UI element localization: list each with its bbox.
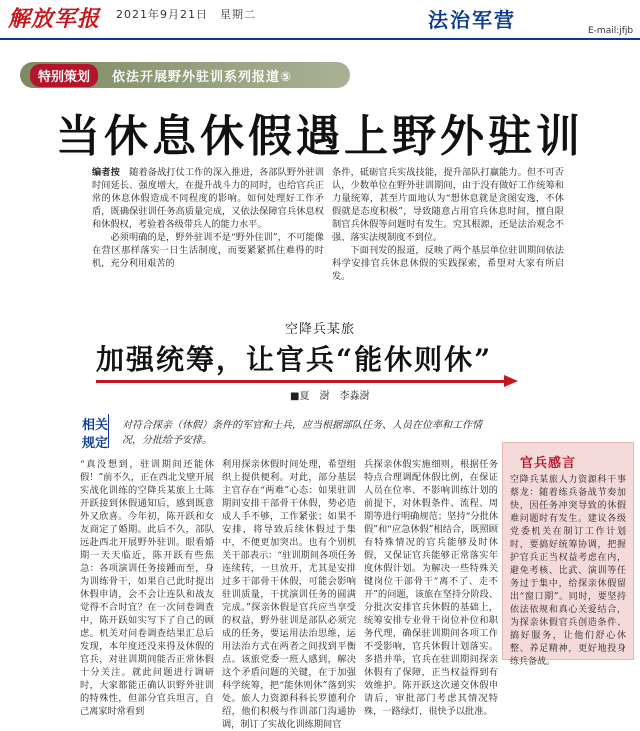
- article-byline: ■夏 澍 李淼澍: [290, 391, 370, 402]
- article-kicker: 空降兵某旅: [284, 322, 355, 337]
- intro-column-2: [332, 166, 564, 283]
- arrow-icon: [504, 375, 518, 387]
- related-label-2: 规定: [82, 436, 109, 451]
- editor-note-text-3: 条件，砥砺官兵实战技能，提升部队打赢能力。但不可否认，少数单位在野外驻训期间，由于没有做好工作统筹和力量统筹，甚至片面地认为“想休息就是贪图安逸，不休假就是态度积极”，导致随意占用官兵休息时间，擅自限制官兵休假等问题时有发生。究其根源，还是法治观念不强、落实法规制度不到位。: [332, 167, 564, 243]
- series-title: 依法开展野外驻训系列报道⑤: [112, 70, 293, 85]
- section-email: E-mail:jfjb: [588, 26, 634, 36]
- masthead: [0, 0, 640, 40]
- issue-date: 2021年9月21日 星期二: [116, 8, 256, 21]
- editor-note-label: 编者按: [92, 167, 120, 178]
- related-divider: [108, 414, 109, 448]
- article-column-3: 兵探亲休假实施细则，根据任务特点合理调配休假比例，在保证人员在位率、不影响训练计划的前提下，对休假条件、流程、周期等进行明确规范；坚持“分批休假”和“应急休假”相结合，既照顾有特殊情况的官兵能够及时休假，又保证官兵能够正常落实年度休假计划。为解决一些特殊关键岗位干部骨干“离不了、走不开”的问题，该旅在坚持分阶段、分批次安排官兵休假的基础上，统筹安排专业骨干岗位补位和职务代理，确保驻训期间各项工作不受影响，官兵休假计划落实。多措并举，官兵在驻训期间探亲休假有了保障，正当权益得到有效维护。陈开跃这次递交休假申请后，审批部门考虑其情况特殊，一路绿灯，很快予以批准。: [364, 459, 498, 717]
- article-column-2: 利用探亲休假时间处理，希望组织上提供便利。对此，部分基层主官存在“两难”心态：如果驻训期间安排干部骨干休假，势必造成人手不够，工作紧张；如果不安排，将导致后续休假过于集中，不便更加突出。也有个别机关干部表示：“驻训期间各项任务连续转，一旦放开，尤其是安排过多干部骨干休假，可能会影响驻训质量，干扰演训任务的圆满完成。”探亲休假是官兵应当享受的权益，野外驻训是部队必须完成的任务，要运用法治思维，运用法治方式在两者之间找到平衡点。该旅党委一班人感到，解决这个矛盾问题的关键，在于加强科学统筹，把“能休则休”落到实处。旅人力资源科科长罗德利介绍，他们积极与作训部门沟通协调，制订了实战化训练期间官: [222, 459, 356, 730]
- article-title: 加强统筹，让官兵“能休则休”: [96, 343, 493, 376]
- newspaper-logo: 解放军报: [8, 6, 101, 32]
- main-headline: 当休息休假遇上野外驻训: [56, 111, 584, 162]
- sidebar-text: 空降兵某旅人力资源科干事蔡龙：随着练兵备战节奏加快，因任务冲突导致的休假难问题时有发生。建议各级党委机关在制订工作计划时，要搞好统筹协调，把握护官兵正当权益考虑在内，避免考核、比武、演训等任务过于集中，给探亲休假留出“窗口期”。同时，要坚持依法依规和真心关爱结合，为探亲休假官兵创造条件、搞好服务，让他们舒心休整、养足精神，更好地投身练兵备战。: [510, 475, 626, 667]
- article-column-1: “真没想到，驻训期间还能休假！”前不久，正在西北戈壁开展实战化训练的空降兵某旅上士陈开跃接到休假通知后，感到既意外又欣喜。今年初，陈开跃和女友商定了婚期。此后不久，部队远赴西北开展野外驻训。眼看婚期一天天临近，陈开跃有些焦急：各项演训任务接踵而至，身为训练骨干，如果自己此时提出休假申请，会不会让连队和战友觉得不合时宜？在一次问卷调查中，陈开跃如实写下了自己的顾虑。机关对问卷调查结果汇总后发现，本年度还没来得及休假的官兵，对驻训期间能否正常休假十分关注。就此问题进行调研时，大家都能正确认识野外驻训的特殊性，但部分官兵坦言，自己离家时常看到: [80, 459, 214, 717]
- related-regulation-text: 对符合探亲（休假）条件的军官和士兵，应当根据部队任务、人员在位率和工作情况，分批给予安排。: [122, 420, 482, 446]
- sidebar-title: 官兵感言: [520, 456, 577, 471]
- title-arrow-line: [96, 380, 506, 383]
- series-tag: 特别策划: [30, 64, 98, 87]
- editor-note-text-2: 必须明确的是，野外驻训不是“野外住训”，不可能像在营区那样落实一日生活制度，而要紧紧抓住难得的时机，充分利用艰苦的: [92, 232, 324, 269]
- editor-note-text-4: 下面刊发的报道，反映了两个基层单位驻训期间依法科学安排官兵休息休假的实践探索，希望对大家有所启发。: [332, 245, 564, 282]
- editor-note-text: 随着备战打仗工作的深入推进，各部队野外驻训时间延长、强度增大，在提升战斗力的同时，也给官兵正常的休息休假造成不同程度的影响。如何处理好工作矛盾，既确保驻训任务高质量完成，又依法保障官兵休息权和休假权，考验着各级带兵人的能力水平。: [92, 167, 325, 230]
- related-label-1: 相关: [82, 418, 109, 433]
- masthead-rule: [0, 38, 640, 40]
- intro-column-1: [92, 166, 324, 270]
- section-title: 法治军营: [428, 8, 516, 32]
